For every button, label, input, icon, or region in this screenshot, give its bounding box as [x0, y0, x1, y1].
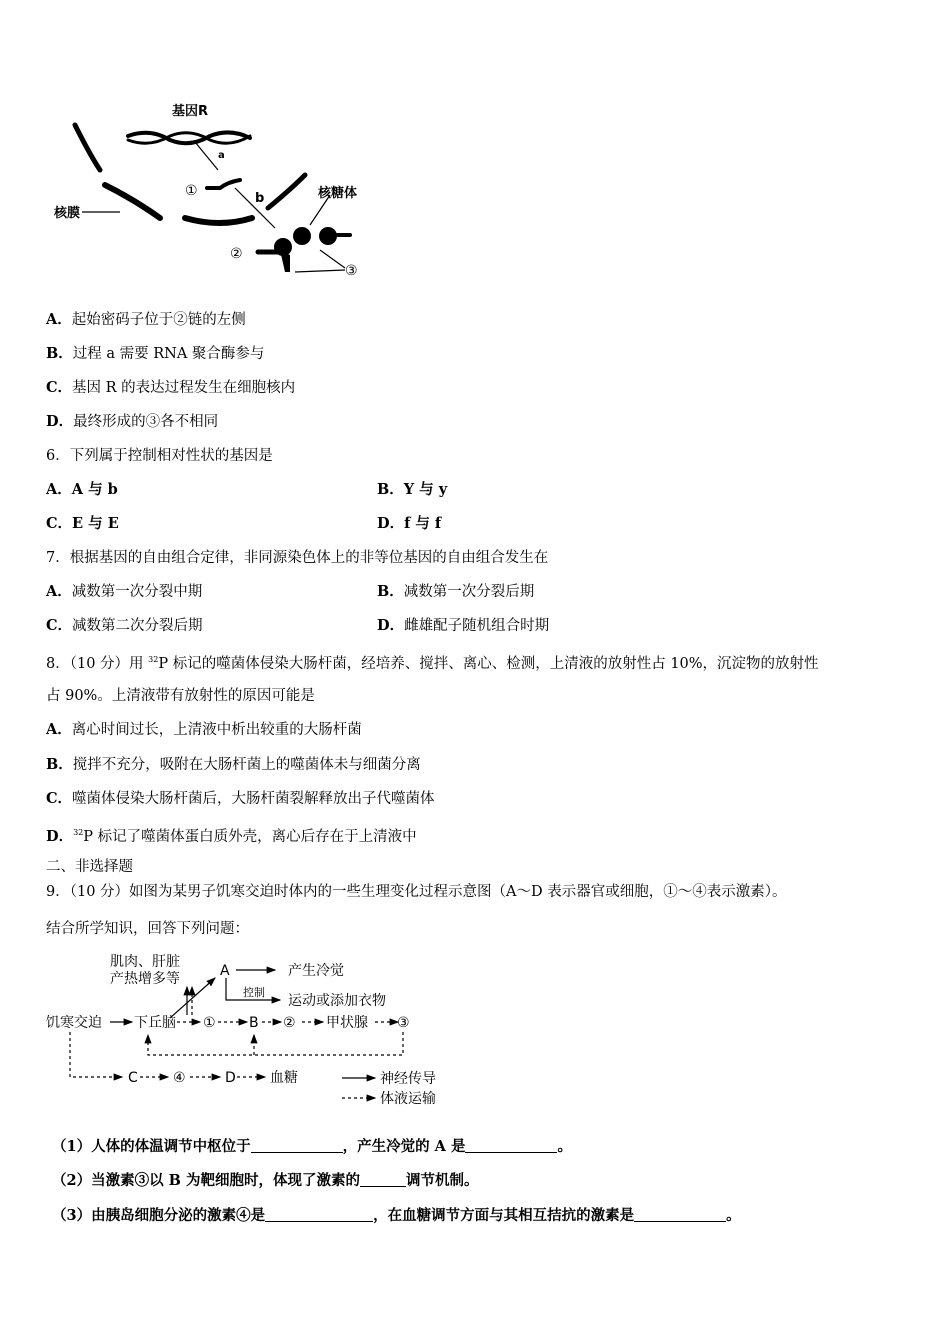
option-text: P 标记了噬菌体蛋白质外壳，离心后存在于上清液中 [83, 829, 417, 845]
q5-option-d[interactable] [46, 412, 218, 432]
q9-3-text: （3）由胰岛细胞分泌的激素④是 [52, 1207, 266, 1224]
q9-sub-1 [52, 1137, 572, 1157]
label-1: ① [185, 183, 198, 199]
thyroid-node: 甲状腺 [326, 1015, 368, 1031]
option-label: C． [46, 790, 73, 807]
q5-option-b[interactable] [46, 344, 264, 364]
muscle-liver-label: 肌肉、肝脏 [110, 954, 180, 970]
q8-stem-pre: 8．（10 分）用 [46, 656, 149, 672]
option-text: E 与 E [72, 515, 119, 532]
q9-3-text-b: ，在血糖调节方面与其相互拮抗的激素是 [373, 1207, 635, 1224]
node-a: A [220, 963, 230, 979]
q8-stem [46, 650, 819, 674]
q6-option-c[interactable] [46, 514, 119, 534]
option-text: 搅拌不充分，吸附在大肠杆菌上的噬菌体未与细菌分离 [72, 757, 421, 773]
option-text: 噬菌体侵染大肠杆菌后，大肠杆菌裂解释放出子代噬菌体 [72, 791, 435, 807]
legend-nerve: 神经传导 [380, 1071, 436, 1087]
legend-fluid: 体液运输 [380, 1091, 436, 1107]
option-text: 起始密码子位于②链的左侧 [71, 312, 246, 328]
option-label: B． [377, 481, 404, 498]
option-label: B． [46, 756, 73, 773]
option-label: C． [46, 515, 73, 532]
process-a-label: a [218, 150, 225, 161]
hypothalamus-node: 下丘脑 [134, 1015, 176, 1031]
q8-stem-line2: 占 90%。上清液带有放射性的原因可能是 [46, 688, 315, 704]
q7-option-a[interactable] [46, 582, 202, 602]
control-label: 控制 [243, 986, 265, 999]
node-c: C [128, 1070, 138, 1086]
answer-blank[interactable] [634, 1207, 726, 1222]
nuclear-membrane-label: 核膜 [54, 206, 81, 221]
option-text: 减数第一次分裂后期 [403, 584, 535, 600]
option-label: A． [46, 311, 72, 328]
option-text: A 与 b [71, 481, 118, 498]
option-text: Y 与 y [403, 481, 448, 498]
q7-option-d[interactable] [377, 616, 549, 636]
q9-1-text: （1）人体的体温调节中枢位于 [52, 1138, 251, 1155]
hormone-4: ④ [173, 1070, 186, 1086]
option-label: D． [377, 515, 405, 532]
q8-option-d[interactable] [46, 823, 417, 847]
q8-stem-post: P 标记的噬菌体侵染大肠杆菌，经培养、搅拌、离心、检测，上清液的放射性占 10%，沉淀物的放射性 [158, 656, 819, 672]
q5-option-c[interactable] [46, 378, 295, 398]
option-text: 最终形成的③各不相同 [73, 414, 219, 430]
q9-2-text-b: 调节机制。 [405, 1172, 479, 1189]
q8-option-c[interactable] [46, 789, 435, 809]
hormone-2: ② [283, 1015, 296, 1031]
hunger-cold-label: 饥寒交迫 [46, 1015, 102, 1031]
answer-blank[interactable] [251, 1138, 343, 1153]
gene-r-label: 基因R [172, 104, 209, 119]
q9-sub-2 [52, 1171, 478, 1191]
option-text: 基因 R 的表达过程发生在细胞核内 [72, 380, 296, 396]
hormone-1: ① [203, 1015, 216, 1031]
cold-sensation-label: 产生冷觉 [288, 963, 344, 979]
q9-1-text-c: 。 [557, 1138, 572, 1155]
q6-stem: 6．下列属于控制相对性状的基因是 [46, 448, 273, 464]
ribosome-label: 核糖体 [318, 186, 358, 201]
option-label: C． [46, 379, 73, 396]
option-label: C． [46, 617, 73, 634]
q5-option-a[interactable] [46, 310, 246, 330]
q9-stem-line2: 结合所学知识，回答下列问题： [46, 921, 249, 937]
q7-option-c[interactable] [46, 616, 203, 636]
q7-option-b[interactable] [377, 582, 534, 602]
node-b: B [249, 1015, 259, 1031]
option-text: 减数第二次分裂后期 [72, 618, 203, 634]
q9-sub-3 [52, 1206, 741, 1226]
isotope-superscript: 32 [73, 828, 84, 837]
q9-1-text-b: ，产生冷觉的 A 是 [342, 1138, 466, 1155]
q6-option-d[interactable] [377, 514, 441, 534]
gene-expression-figure [40, 100, 380, 290]
q7-stem: 7．根据基因的自由组合定律，非同源染色体上的非等位基因的自由组合发生在 [46, 550, 549, 566]
option-label: B． [46, 345, 73, 362]
q6-option-a[interactable] [46, 480, 118, 500]
option-text: 减数第一次分裂中期 [71, 584, 203, 600]
section-heading: 二、非选择题 [46, 859, 133, 875]
label-3: ③ [345, 263, 358, 279]
exercise-clothing-label: 运动或添加衣物 [288, 993, 386, 1009]
option-label: A． [46, 481, 72, 498]
option-text: f 与 f [404, 515, 442, 532]
node-d: D [225, 1070, 236, 1086]
q9-2-text: （2）当激素③以 B 为靶细胞时，体现了激素的 [52, 1172, 360, 1189]
heat-production-label: 产热增多等 [110, 971, 180, 987]
q8-option-a[interactable] [46, 720, 362, 740]
process-b-label: b [255, 191, 265, 206]
option-label: A． [46, 583, 72, 600]
answer-blank[interactable] [265, 1207, 373, 1222]
option-text: 雌雄配子随机组合时期 [404, 618, 550, 634]
blood-sugar-label: 血糖 [270, 1070, 298, 1086]
q6-option-b[interactable] [377, 480, 447, 500]
option-text: 过程 a 需要 RNA 聚合酶参与 [72, 346, 265, 362]
physiology-flow-diagram [40, 950, 460, 1115]
q8-option-b[interactable] [46, 755, 421, 775]
answer-blank[interactable] [360, 1172, 406, 1187]
isotope-superscript: 32 [148, 655, 159, 664]
option-text: 离心时间过长，上清液中析出较重的大肠杆菌 [71, 722, 362, 738]
option-label: A． [46, 721, 72, 738]
hormone-3: ③ [397, 1015, 410, 1031]
q9-stem: 9．（10 分）如图为某男子饥寒交迫时体内的一些生理变化过程示意图（A～D 表示器官或细胞，①～④表示激素）。 [46, 884, 787, 900]
option-label: B． [377, 583, 404, 600]
option-label: D． [46, 413, 74, 430]
option-label: D． [46, 828, 74, 845]
option-label: D． [377, 617, 405, 634]
label-2: ② [230, 246, 243, 262]
answer-blank[interactable] [465, 1138, 557, 1153]
q9-3-text-c: 。 [726, 1207, 741, 1224]
